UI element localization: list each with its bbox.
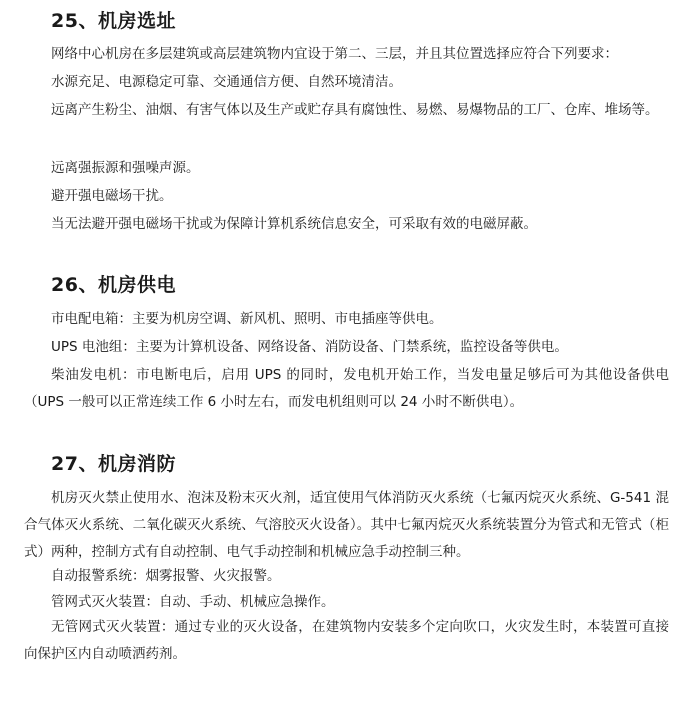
- section-26-paragraph: UPS 电池组：主要为计算机设备、网络设备、消防设备、门禁系统，监控设备等供电。: [51, 339, 568, 355]
- section-27-paragraph: 无管网式灭火装置：通过专业的灭火设备，在建筑物内安装多个定向吹口，火灾发生时，本装置可直接向保护区内自动喷洒药剂。: [24, 619, 669, 662]
- section-25-paragraph: 远离产生粉尘、油烟、有害气体以及生产或贮存具有腐蚀性、易燃、易爆物品的工厂、仓库、堆场等。: [51, 102, 659, 118]
- section-25-paragraph: 当无法避开强电磁场干扰或为保障计算机系统信息安全，可采取有效的电磁屏蔽。: [51, 216, 537, 232]
- section-25-paragraph: 网络中心机房在多层建筑或高层建筑物内宜设于第二、三层，并且其位置选择应符合下列要求：: [51, 46, 618, 62]
- section-27-paragraph: 机房灭火禁止使用水、泡沫及粉末灭火剂，适宜使用气体消防灭火系统（七氟丙烷灭火系统、G-541 混合气体灭火系统、二氧化碳灭火系统、气溶胶灭火设备）。其中七氟丙烷灭火系统装置分为管式和无管式（柜式）两种，控制方式有自动控制、电气手动控制和机械应急手动控制三种。: [24, 490, 669, 560]
- section-27-paragraph: 管网式灭火装置：自动、手动、机械应急操作。: [51, 594, 335, 610]
- section-26-heading: 26、机房供电: [51, 274, 176, 296]
- section-26-paragraph: 柴油发电机：市电断电后，启用 UPS 的同时，发电机开始工作，当发电量足够后可为其他设备供电（UPS 一般可以正常连续工作 6 小时左右，而发电机组则可以 24 小时不断供电）。: [24, 367, 669, 410]
- section-27-paragraph: 自动报警系统：烟雾报警、火灾报警。: [51, 568, 281, 584]
- section-25-paragraph: 避开强电磁场干扰。: [51, 188, 173, 204]
- section-25-heading: 25、机房选址: [51, 10, 176, 32]
- section-25-paragraph: 水源充足、电源稳定可靠、交通通信方便、自然环境清洁。: [51, 74, 402, 90]
- section-26-paragraph: 市电配电箱：主要为机房空调、新风机、照明、市电插座等供电。: [51, 311, 443, 327]
- section-27-heading: 27、机房消防: [51, 453, 176, 475]
- section-25-paragraph: 远离强振源和强噪声源。: [51, 160, 200, 176]
